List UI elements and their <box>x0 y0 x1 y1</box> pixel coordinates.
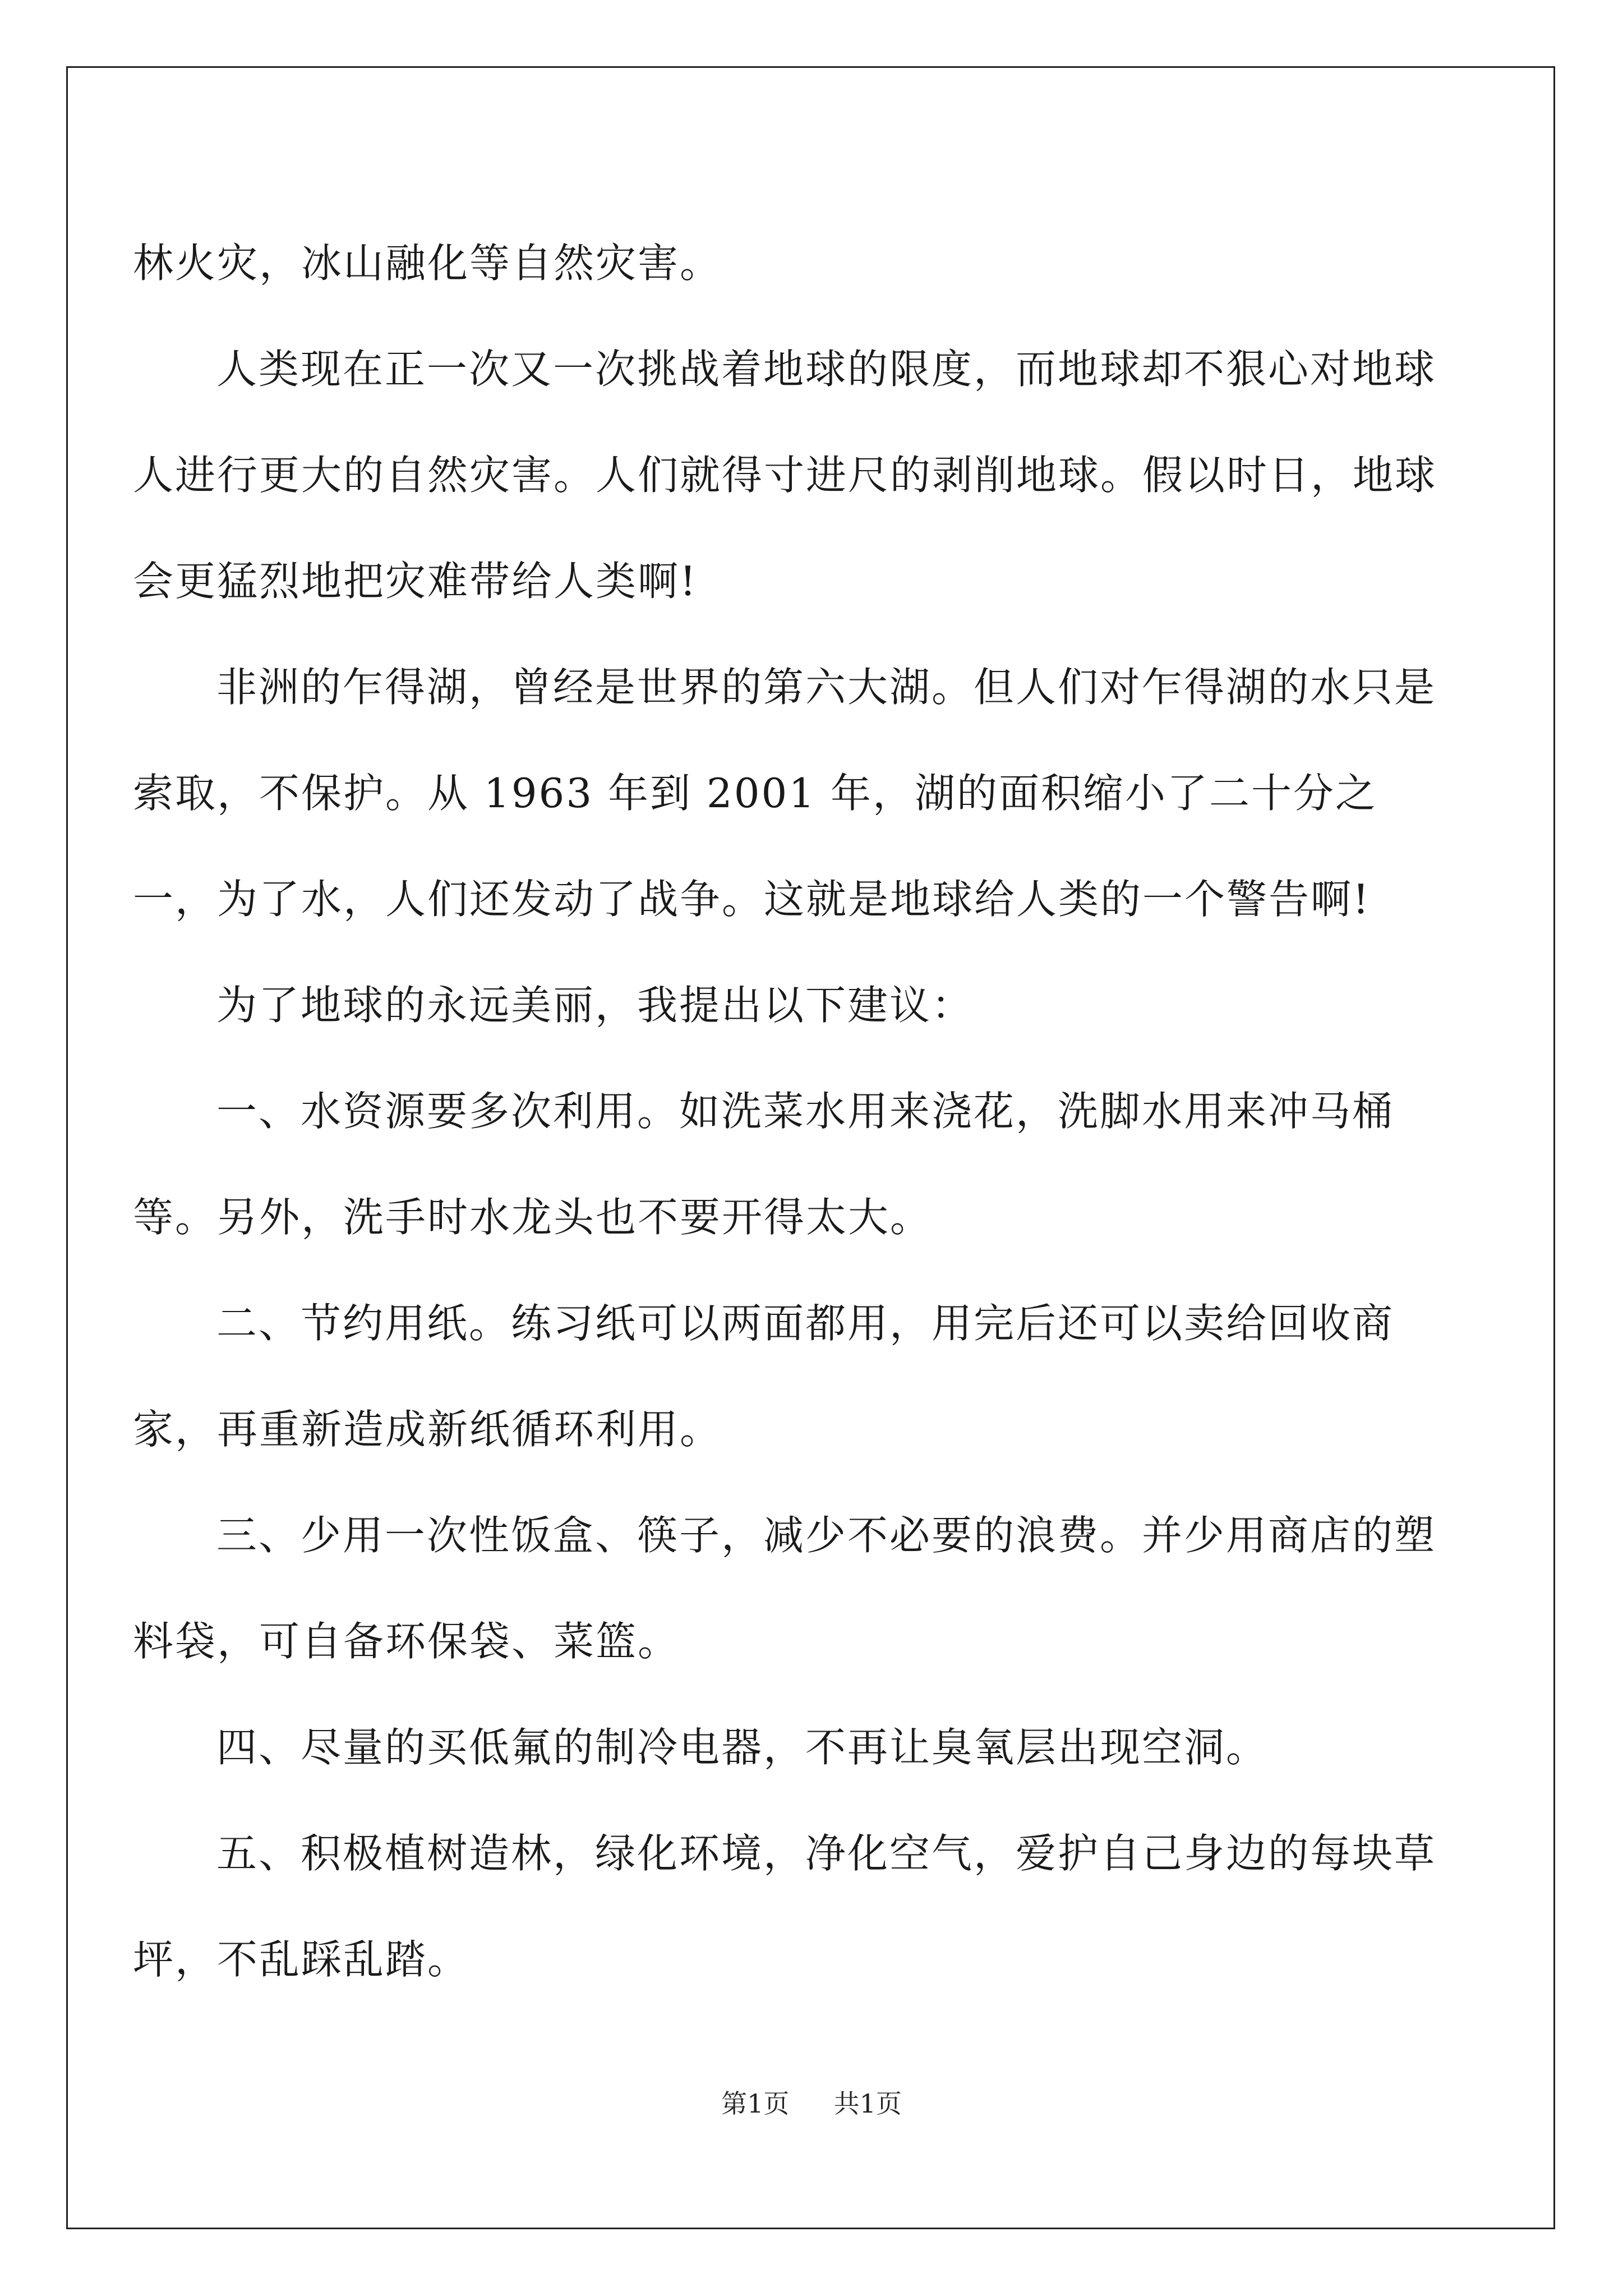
paragraph-2: 人类现在正一次又一次挑战着地球的限度，而地球却不狠心对地球人进行更大的自然灾害。人们就得寸进尺的剥削地球。假以时日，地球会更猛烈地把灾难带给人类啊! <box>133 346 1437 605</box>
paragraph-1: 林火灾，冰山融化等自然灾害。 <box>133 240 722 287</box>
paragraph-3: 非洲的乍得湖，曾经是世界的第六大湖。但人们对乍得湖的水只是索取，不保护。从 1963 年到 2001 年，湖的面积缩小了二十分之一，为了水，人们还发动了战争。这就是地球给人类的一个警告啊! <box>133 664 1437 923</box>
paragraph-4: 为了地球的永远美丽，我提出以下建议： <box>216 982 974 1029</box>
page-number-current: 第1页 <box>721 2088 790 2119</box>
paragraph-6: 二、节约用纸。练习纸可以两面都用，用完后还可以卖给回收商家，再重新造成新纸循环利用。 <box>133 1300 1395 1453</box>
page-footer <box>0 2087 1623 2120</box>
paragraph-7: 三、少用一次性饭盒、筷子，减少不必要的浪费。并少用商店的塑料袋，可自备环保袋、菜篮。 <box>133 1512 1437 1665</box>
paragraph-9: 五、积极植树造林，绿化环境，净化空气，爱护自己身边的每块草坪，不乱踩乱踏。 <box>133 1830 1437 1983</box>
paragraph-5: 一、水资源要多次利用。如洗菜水用来浇花，洗脚水用来冲马桶等。另外，洗手时水龙头也不要开得太大。 <box>133 1088 1395 1241</box>
paragraph-8: 四、尽量的买低氟的制冷电器，不再让臭氧层出现空洞。 <box>216 1724 1269 1771</box>
document-body <box>133 210 1438 2013</box>
page-number-total: 共1页 <box>833 2088 902 2119</box>
